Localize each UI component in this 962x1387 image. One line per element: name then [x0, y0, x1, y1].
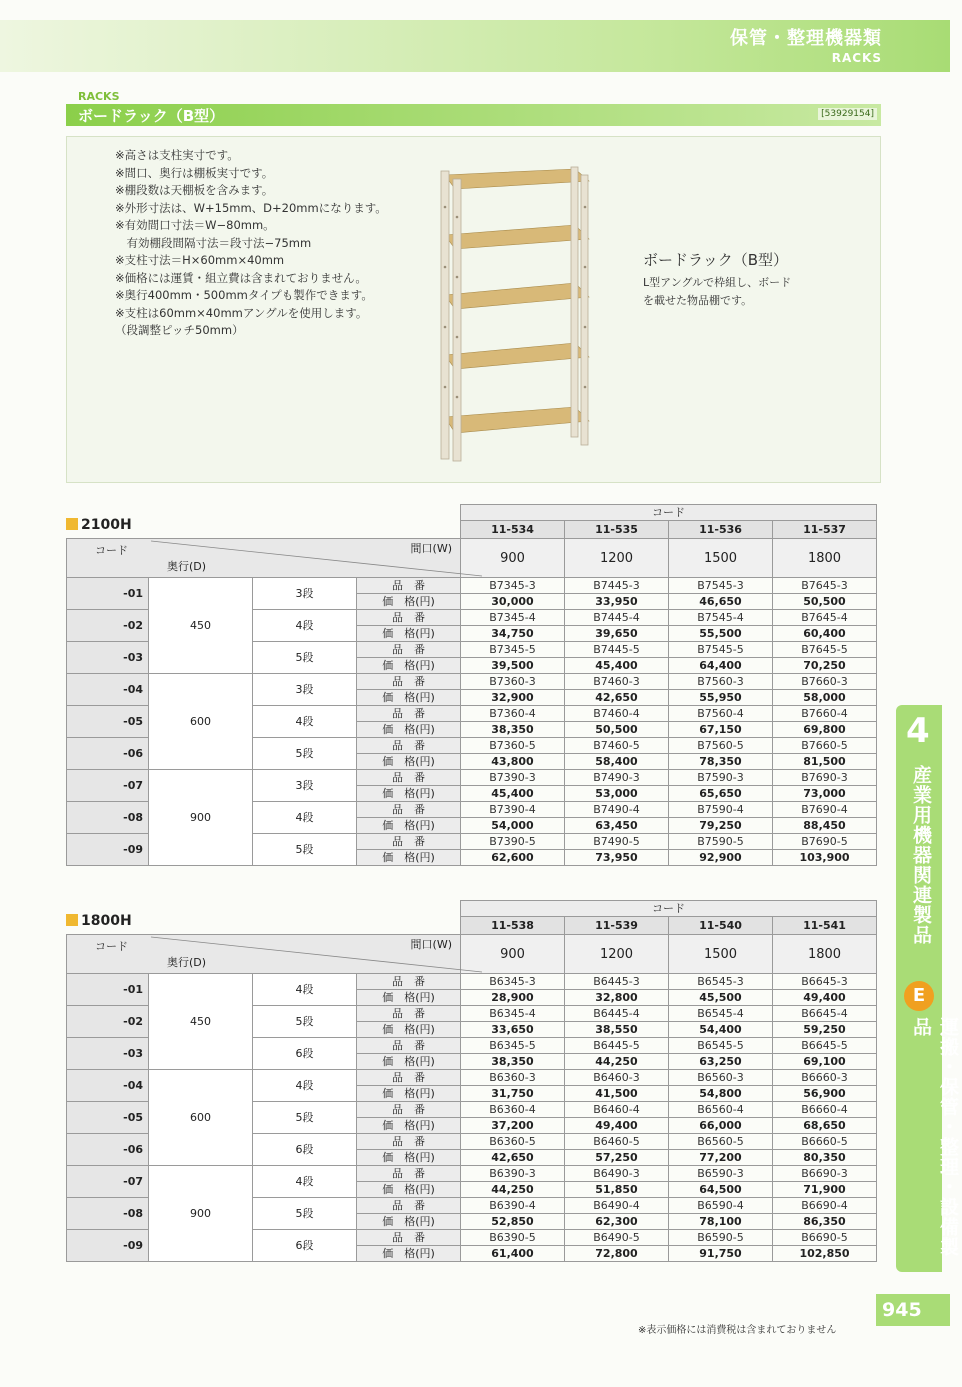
part-number-label: 品 番: [357, 674, 461, 690]
row-code: -08: [67, 1198, 149, 1230]
price-value: 45,500: [669, 990, 773, 1006]
part-number-label: 品 番: [357, 1134, 461, 1150]
info-box: [66, 136, 881, 483]
part-number: B6360-4: [461, 1102, 565, 1118]
part-number-label: 品 番: [357, 1006, 461, 1022]
code-group-label: コード: [461, 901, 877, 917]
depth-value: 600: [149, 1070, 253, 1166]
part-number: B6660-5: [773, 1134, 877, 1150]
price-value: 38,350: [461, 722, 565, 738]
part-number: B7645-5: [773, 642, 877, 658]
part-number: B7345-4: [461, 610, 565, 626]
table-spacer: [67, 505, 461, 521]
product-code: 11-541: [773, 917, 877, 935]
part-number: B6460-5: [565, 1134, 669, 1150]
price-value: 57,250: [565, 1150, 669, 1166]
footer-note: ※表示価格には消費税は含まれておりません: [638, 1325, 837, 1336]
tier-count: 6段: [253, 1038, 357, 1070]
price-value: 58,000: [773, 690, 877, 706]
price-label: 価 格(円): [357, 1022, 461, 1038]
product-desc-line1: L型アングルで枠組し、ボード: [643, 276, 792, 289]
part-number-label: 品 番: [357, 1070, 461, 1086]
section-title-bar: [66, 104, 881, 126]
tier-count: 5段: [253, 1102, 357, 1134]
part-number: B6545-4: [669, 1006, 773, 1022]
price-label: 価 格(円): [357, 658, 461, 674]
part-number: B7560-5: [669, 738, 773, 754]
price-value: 45,400: [461, 786, 565, 802]
price-value: 38,550: [565, 1022, 669, 1038]
part-number: B7390-5: [461, 834, 565, 850]
part-number: B6490-5: [565, 1230, 669, 1246]
part-number: B7660-3: [773, 674, 877, 690]
price-value: 55,950: [669, 690, 773, 706]
notes-list: [115, 147, 387, 340]
price-label: 価 格(円): [357, 1150, 461, 1166]
price-value: 62,300: [565, 1214, 669, 1230]
price-label: 価 格(円): [357, 1086, 461, 1102]
price-value: 41,500: [565, 1086, 669, 1102]
price-label: 価 格(円): [357, 850, 461, 866]
row-code: -05: [67, 706, 149, 738]
part-number: B6390-5: [461, 1230, 565, 1246]
price-value: 33,950: [565, 594, 669, 610]
part-number: B7490-4: [565, 802, 669, 818]
part-number: B6345-4: [461, 1006, 565, 1022]
width-value: 1200: [565, 539, 669, 578]
note-line: ※支柱寸法＝H×60mm×40mm: [115, 253, 285, 267]
price-label: 価 格(円): [357, 1214, 461, 1230]
note-line: 有効棚段間隔寸法＝段寸法−75mm: [115, 235, 312, 250]
row-code: -09: [67, 834, 149, 866]
tier-count: 4段: [253, 974, 357, 1006]
part-number: B7545-3: [669, 578, 773, 594]
price-label: 価 格(円): [357, 818, 461, 834]
price-value: 64,500: [669, 1182, 773, 1198]
note-line: ※奥行400mm・500mmタイプも製作できます。: [115, 288, 373, 302]
part-number: B6545-5: [669, 1038, 773, 1054]
note-line: ※外形寸法は、W+15mm、D+20mmになります。: [115, 200, 387, 215]
part-number: B6590-4: [669, 1198, 773, 1214]
row-code: -09: [67, 1230, 149, 1262]
price-value: 72,800: [565, 1246, 669, 1262]
price-value: 54,000: [461, 818, 565, 834]
part-number: B7460-3: [565, 674, 669, 690]
part-number: B7690-4: [773, 802, 877, 818]
price-value: 44,250: [461, 1182, 565, 1198]
depth-value: 900: [149, 770, 253, 866]
tier-count: 5段: [253, 834, 357, 866]
part-number: B6690-3: [773, 1166, 877, 1182]
price-value: 32,800: [565, 990, 669, 1006]
part-number: B6690-4: [773, 1198, 877, 1214]
part-number: B6390-4: [461, 1198, 565, 1214]
price-value: 65,650: [669, 786, 773, 802]
row-code: -04: [67, 674, 149, 706]
rack-illustration: [435, 167, 595, 463]
tier-count: 3段: [253, 770, 357, 802]
tier-count: 5段: [253, 642, 357, 674]
price-value: 73,000: [773, 786, 877, 802]
tier-count: 4段: [253, 610, 357, 642]
tier-count: 6段: [253, 1230, 357, 1262]
tier-count: 3段: [253, 674, 357, 706]
part-number-label: 品 番: [357, 642, 461, 658]
tier-count: 4段: [253, 706, 357, 738]
section-title: ボードラック（B型）: [78, 107, 225, 125]
price-value: 53,000: [565, 786, 669, 802]
width-value: 1500: [669, 539, 773, 578]
part-number: B7390-3: [461, 770, 565, 786]
part-number: B6345-3: [461, 974, 565, 990]
part-number-label: 品 番: [357, 706, 461, 722]
side-tab-label-transport: 運搬・保管・整理・設備製品: [910, 1017, 959, 1257]
row-code: -01: [67, 974, 149, 1006]
price-value: 43,800: [461, 754, 565, 770]
price-value: 66,000: [669, 1118, 773, 1134]
part-number: B7360-5: [461, 738, 565, 754]
price-value: 59,250: [773, 1022, 877, 1038]
price-value: 42,650: [565, 690, 669, 706]
price-value: 69,100: [773, 1054, 877, 1070]
part-number: B7690-3: [773, 770, 877, 786]
part-number: B7660-5: [773, 738, 877, 754]
part-number-label: 品 番: [357, 1230, 461, 1246]
part-number-label: 品 番: [357, 578, 461, 594]
price-value: 86,350: [773, 1214, 877, 1230]
part-number: B6490-3: [565, 1166, 669, 1182]
product-code: 11-536: [669, 521, 773, 539]
price-value: 55,500: [669, 626, 773, 642]
price-value: 52,850: [461, 1214, 565, 1230]
code-group-label: コード: [461, 505, 877, 521]
part-number: B7690-5: [773, 834, 877, 850]
note-line: ※有効間口寸法＝W−80mm。: [115, 218, 275, 232]
part-number: B7590-4: [669, 802, 773, 818]
price-value: 50,500: [565, 722, 669, 738]
part-number-label: 品 番: [357, 1166, 461, 1182]
part-number: B6560-5: [669, 1134, 773, 1150]
price-value: 91,750: [669, 1246, 773, 1262]
row-code: -07: [67, 770, 149, 802]
price-label: 価 格(円): [357, 1118, 461, 1134]
price-value: 37,200: [461, 1118, 565, 1134]
part-number: B7545-5: [669, 642, 773, 658]
side-tab-label-industrial: 産業用機器関連製品: [910, 765, 932, 945]
code-header: コード: [95, 940, 128, 953]
part-number: B7445-4: [565, 610, 669, 626]
page-number: 945: [876, 1294, 950, 1326]
price-value: 54,400: [669, 1022, 773, 1038]
price-value: 69,800: [773, 722, 877, 738]
part-number: B6645-4: [773, 1006, 877, 1022]
product-code: 11-539: [565, 917, 669, 935]
price-label: 価 格(円): [357, 626, 461, 642]
part-number: B6345-5: [461, 1038, 565, 1054]
price-value: 78,100: [669, 1214, 773, 1230]
width-value: 1200: [565, 935, 669, 974]
price-value: 61,400: [461, 1246, 565, 1262]
part-number: B6445-4: [565, 1006, 669, 1022]
price-value: 70,250: [773, 658, 877, 674]
part-number: B6560-4: [669, 1102, 773, 1118]
price-table-1800h: [66, 900, 877, 1262]
price-value: 81,500: [773, 754, 877, 770]
tier-count: 5段: [253, 1006, 357, 1038]
table-spacer: [67, 901, 461, 917]
header-subtitle: RACKS: [831, 51, 882, 65]
part-number: B6660-4: [773, 1102, 877, 1118]
part-number: B7360-3: [461, 674, 565, 690]
width-value: 1500: [669, 935, 773, 974]
product-code: 11-538: [461, 917, 565, 935]
price-value: 80,350: [773, 1150, 877, 1166]
part-number: B7460-4: [565, 706, 669, 722]
price-value: 78,350: [669, 754, 773, 770]
tier-count: 5段: [253, 738, 357, 770]
depth-value: 900: [149, 1166, 253, 1262]
price-value: 62,600: [461, 850, 565, 866]
table-corner-header: [67, 539, 461, 578]
price-value: 63,450: [565, 818, 669, 834]
depth-value: 450: [149, 974, 253, 1070]
part-number: B7490-5: [565, 834, 669, 850]
part-number-label: 品 番: [357, 1102, 461, 1118]
price-value: 56,900: [773, 1086, 877, 1102]
price-value: 63,250: [669, 1054, 773, 1070]
depth-value: 450: [149, 578, 253, 674]
part-number: B6660-3: [773, 1070, 877, 1086]
row-code: -06: [67, 1134, 149, 1166]
part-number: B6545-3: [669, 974, 773, 990]
price-value: 28,900: [461, 990, 565, 1006]
tier-count: 5段: [253, 1198, 357, 1230]
part-number-label: 品 番: [357, 770, 461, 786]
product-description: [643, 249, 791, 310]
note-line: （段調整ピッチ50mm）: [115, 323, 244, 337]
price-value: 39,650: [565, 626, 669, 642]
part-number: B7490-3: [565, 770, 669, 786]
width-value: 900: [461, 539, 565, 578]
width-header: 間口(W): [410, 938, 452, 951]
product-code: 11-537: [773, 521, 877, 539]
price-value: 31,750: [461, 1086, 565, 1102]
row-code: -03: [67, 642, 149, 674]
part-number: B7660-4: [773, 706, 877, 722]
part-number: B6560-3: [669, 1070, 773, 1086]
note-line: ※支柱は60mm×40mmアングルを使用します。: [115, 305, 368, 320]
price-label: 価 格(円): [357, 594, 461, 610]
part-number: B6360-5: [461, 1134, 565, 1150]
part-number-label: 品 番: [357, 834, 461, 850]
part-number-label: 品 番: [357, 610, 461, 626]
price-value: 67,150: [669, 722, 773, 738]
part-number: B7345-5: [461, 642, 565, 658]
part-number-label: 品 番: [357, 802, 461, 818]
part-number: B7345-3: [461, 578, 565, 594]
part-number: B6445-5: [565, 1038, 669, 1054]
price-value: 30,000: [461, 594, 565, 610]
side-tab-number: 4: [906, 711, 930, 751]
row-code: -04: [67, 1070, 149, 1102]
price-value: 64,400: [669, 658, 773, 674]
price-value: 46,650: [669, 594, 773, 610]
price-label: 価 格(円): [357, 690, 461, 706]
price-label: 価 格(円): [357, 1246, 461, 1262]
price-label: 価 格(円): [357, 786, 461, 802]
part-number: B6645-5: [773, 1038, 877, 1054]
row-code: -02: [67, 1006, 149, 1038]
price-value: 49,400: [773, 990, 877, 1006]
product-code: 11-535: [565, 521, 669, 539]
price-value: 73,950: [565, 850, 669, 866]
part-number: B7445-5: [565, 642, 669, 658]
price-value: 103,900: [773, 850, 877, 866]
section-label: RACKS: [78, 90, 120, 103]
price-value: 45,400: [565, 658, 669, 674]
price-value: 33,650: [461, 1022, 565, 1038]
depth-header: 奥行(D): [167, 560, 207, 573]
note-line: ※間口、奥行は棚板実寸です。: [115, 165, 274, 180]
row-code: -02: [67, 610, 149, 642]
table-spacer: [67, 521, 461, 539]
price-value: 32,900: [461, 690, 565, 706]
row-code: -05: [67, 1102, 149, 1134]
depth-value: 600: [149, 674, 253, 770]
part-number: B7390-4: [461, 802, 565, 818]
price-label: 価 格(円): [357, 1054, 461, 1070]
table-heading-1800h: 1800H: [66, 913, 132, 929]
row-code: -01: [67, 578, 149, 610]
tier-count: 4段: [253, 1070, 357, 1102]
price-value: 42,650: [461, 1150, 565, 1166]
price-value: 79,250: [669, 818, 773, 834]
part-number: B6590-5: [669, 1230, 773, 1246]
width-value: 1800: [773, 539, 877, 578]
product-code: 11-540: [669, 917, 773, 935]
side-tab[interactable]: [896, 705, 959, 1272]
price-value: 71,900: [773, 1182, 877, 1198]
header-title: 保管・整理機器類: [730, 28, 882, 49]
tier-count: 3段: [253, 578, 357, 610]
price-label: 価 格(円): [357, 722, 461, 738]
width-value: 900: [461, 935, 565, 974]
part-number: B6690-5: [773, 1230, 877, 1246]
part-number: B6590-3: [669, 1166, 773, 1182]
part-number: B7560-4: [669, 706, 773, 722]
price-value: 102,850: [773, 1246, 877, 1262]
note-line: ※価格には運賃・組立費は含まれておりません。: [115, 270, 367, 285]
part-number: B6390-3: [461, 1166, 565, 1182]
code-header: コード: [95, 544, 128, 557]
width-value: 1800: [773, 935, 877, 974]
price-value: 44,250: [565, 1054, 669, 1070]
price-value: 58,400: [565, 754, 669, 770]
part-number: B6645-3: [773, 974, 877, 990]
section-code: [53929154]: [818, 108, 877, 120]
depth-header: 奥行(D): [167, 956, 207, 969]
part-number-label: 品 番: [357, 1198, 461, 1214]
part-number: B7590-3: [669, 770, 773, 786]
row-code: -06: [67, 738, 149, 770]
part-number: B7360-4: [461, 706, 565, 722]
product-code: 11-534: [461, 521, 565, 539]
part-number: B7590-5: [669, 834, 773, 850]
price-label: 価 格(円): [357, 754, 461, 770]
price-value: 68,650: [773, 1118, 877, 1134]
part-number: B7460-5: [565, 738, 669, 754]
part-number: B7545-4: [669, 610, 773, 626]
note-line: ※棚段数は天棚板を含みます。: [115, 183, 274, 197]
price-value: 39,500: [461, 658, 565, 674]
price-label: 価 格(円): [357, 1182, 461, 1198]
price-value: 34,750: [461, 626, 565, 642]
price-value: 50,500: [773, 594, 877, 610]
price-value: 77,200: [669, 1150, 773, 1166]
part-number: B6490-4: [565, 1198, 669, 1214]
table-corner-header: [67, 935, 461, 974]
tier-count: 4段: [253, 1166, 357, 1198]
part-number: B7445-3: [565, 578, 669, 594]
tier-count: 4段: [253, 802, 357, 834]
header-band: [0, 20, 950, 72]
part-number: B6445-3: [565, 974, 669, 990]
tier-count: 6段: [253, 1134, 357, 1166]
table-heading-2100h: 2100H: [66, 517, 132, 533]
product-name: ボードラック（B型）: [643, 251, 788, 269]
price-value: 60,400: [773, 626, 877, 642]
part-number: B7560-3: [669, 674, 773, 690]
note-line: ※高さは支柱実寸です。: [115, 148, 239, 162]
price-value: 49,400: [565, 1118, 669, 1134]
table-spacer: [67, 917, 461, 935]
row-code: -07: [67, 1166, 149, 1198]
part-number-label: 品 番: [357, 974, 461, 990]
price-value: 38,350: [461, 1054, 565, 1070]
price-label: 価 格(円): [357, 990, 461, 1006]
row-code: -08: [67, 802, 149, 834]
part-number: B6460-3: [565, 1070, 669, 1086]
price-table-2100h: [66, 504, 877, 866]
price-value: 88,450: [773, 818, 877, 834]
part-number: B7645-3: [773, 578, 877, 594]
part-number-label: 品 番: [357, 738, 461, 754]
product-desc-line2: を載せた物品棚です。: [643, 294, 753, 307]
row-code: -03: [67, 1038, 149, 1070]
part-number: B7645-4: [773, 610, 877, 626]
part-number-label: 品 番: [357, 1038, 461, 1054]
side-tab-circle: E: [904, 981, 934, 1011]
price-value: 54,800: [669, 1086, 773, 1102]
part-number: B6360-3: [461, 1070, 565, 1086]
width-header: 間口(W): [410, 542, 452, 555]
part-number: B6460-4: [565, 1102, 669, 1118]
price-value: 51,850: [565, 1182, 669, 1198]
price-value: 92,900: [669, 850, 773, 866]
